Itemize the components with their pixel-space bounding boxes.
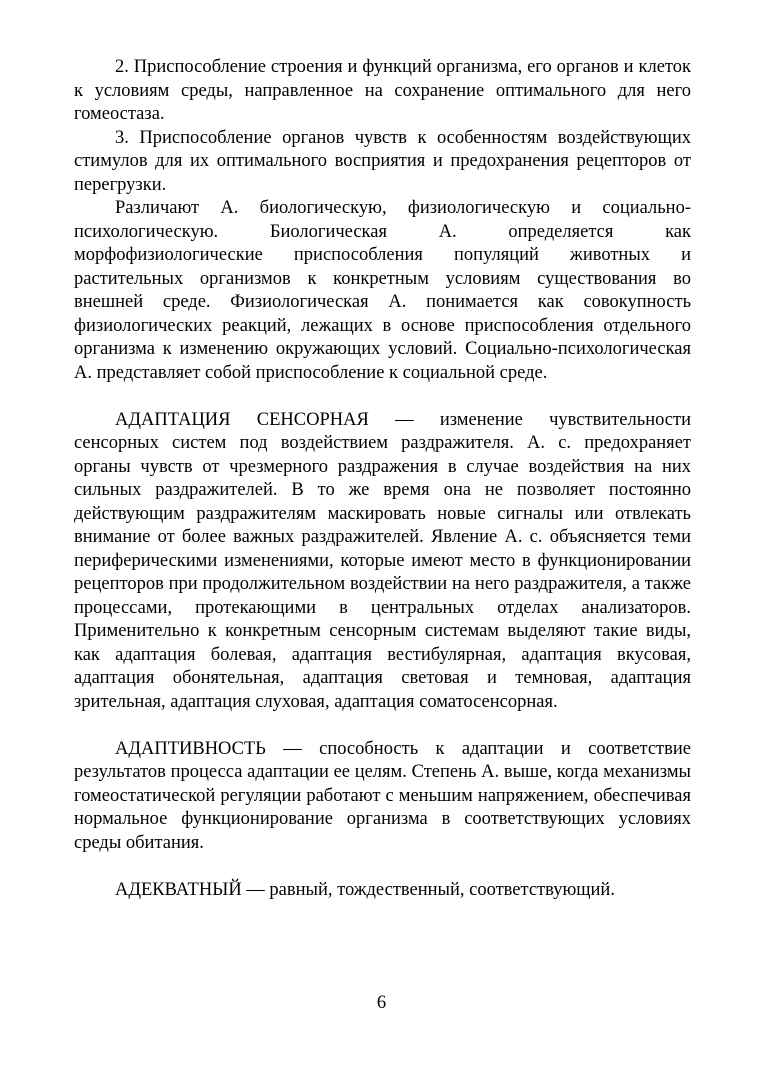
- paragraph-adaptation-types: Различают А. биологическую, физиологическую и социально-психологическую. Биологическая А. определяется как морфофизиологические приспособления популяций животных и растительных организмов к конкретным условиям существования во внешней среде. Физиологическая А. понимается как совокупность физиологических реакций, лежащих в основе приспособления отдельного организма к изменению окружающих условий. Социально-психологическая А. представляет собой приспособление к социальной среде.: [74, 198, 691, 383]
- paragraph-adaptation-item-2: 2. Приспособление строения и функций организма, его органов и клеток к условиям среды, направленное на сохранение оптимального для него гомеостаза.: [74, 57, 691, 124]
- page-number: 6: [376, 993, 387, 1013]
- entry-adaptivity: АДАПТИВНОСТЬ — способность к адаптации и соответствие результатов процесса адаптации ее целям. Степень А. выше, когда механизмы гомеостатической регуляции работают с меньшим напряжением, обеспечивая нормальное функционирование организма в соответствующих условиях среды обитания.: [74, 738, 691, 853]
- entry-sensory-adaptation: АДАПТАЦИЯ СЕНСОРНАЯ — изменение чувствительности сенсорных систем под воздействием раздражителя. А. с. предохраняет органы чувств от чрезмерного раздражения в случае воздействия на них сильных раздражителей. В то же время она не позволяет постоянно действующим раздражителям маскировать новые сигналы или отвлекать внимание от более важных раздражителей. Явление А. с. объясняется теми периферическими изменениями, которые имеют место в функционировании рецепторов при продолжительном воздействии на него раздражителя, а также процессами, протекающими в центральных отделах анализаторов. Применительно к конкретным сенсорным системам выделяют такие виды, как адаптация болевая, адаптация вестибулярная, адаптация вкусовая, адаптация обонятельная, адаптация световая и темновая, адаптация зрительная, адаптация слуховая, адаптация соматосенсорная.: [74, 409, 691, 712]
- body-text: [74, 56, 691, 902]
- entry-adequate: АДЕКВАТНЫЙ — равный, тождественный, соответствующий.: [115, 879, 615, 900]
- paragraph-adaptation-item-3: 3. Приспособление органов чувств к особенностям воздействующих стимулов для их оптимального восприятия и предохранения рецепторов от перегрузки.: [74, 127, 691, 195]
